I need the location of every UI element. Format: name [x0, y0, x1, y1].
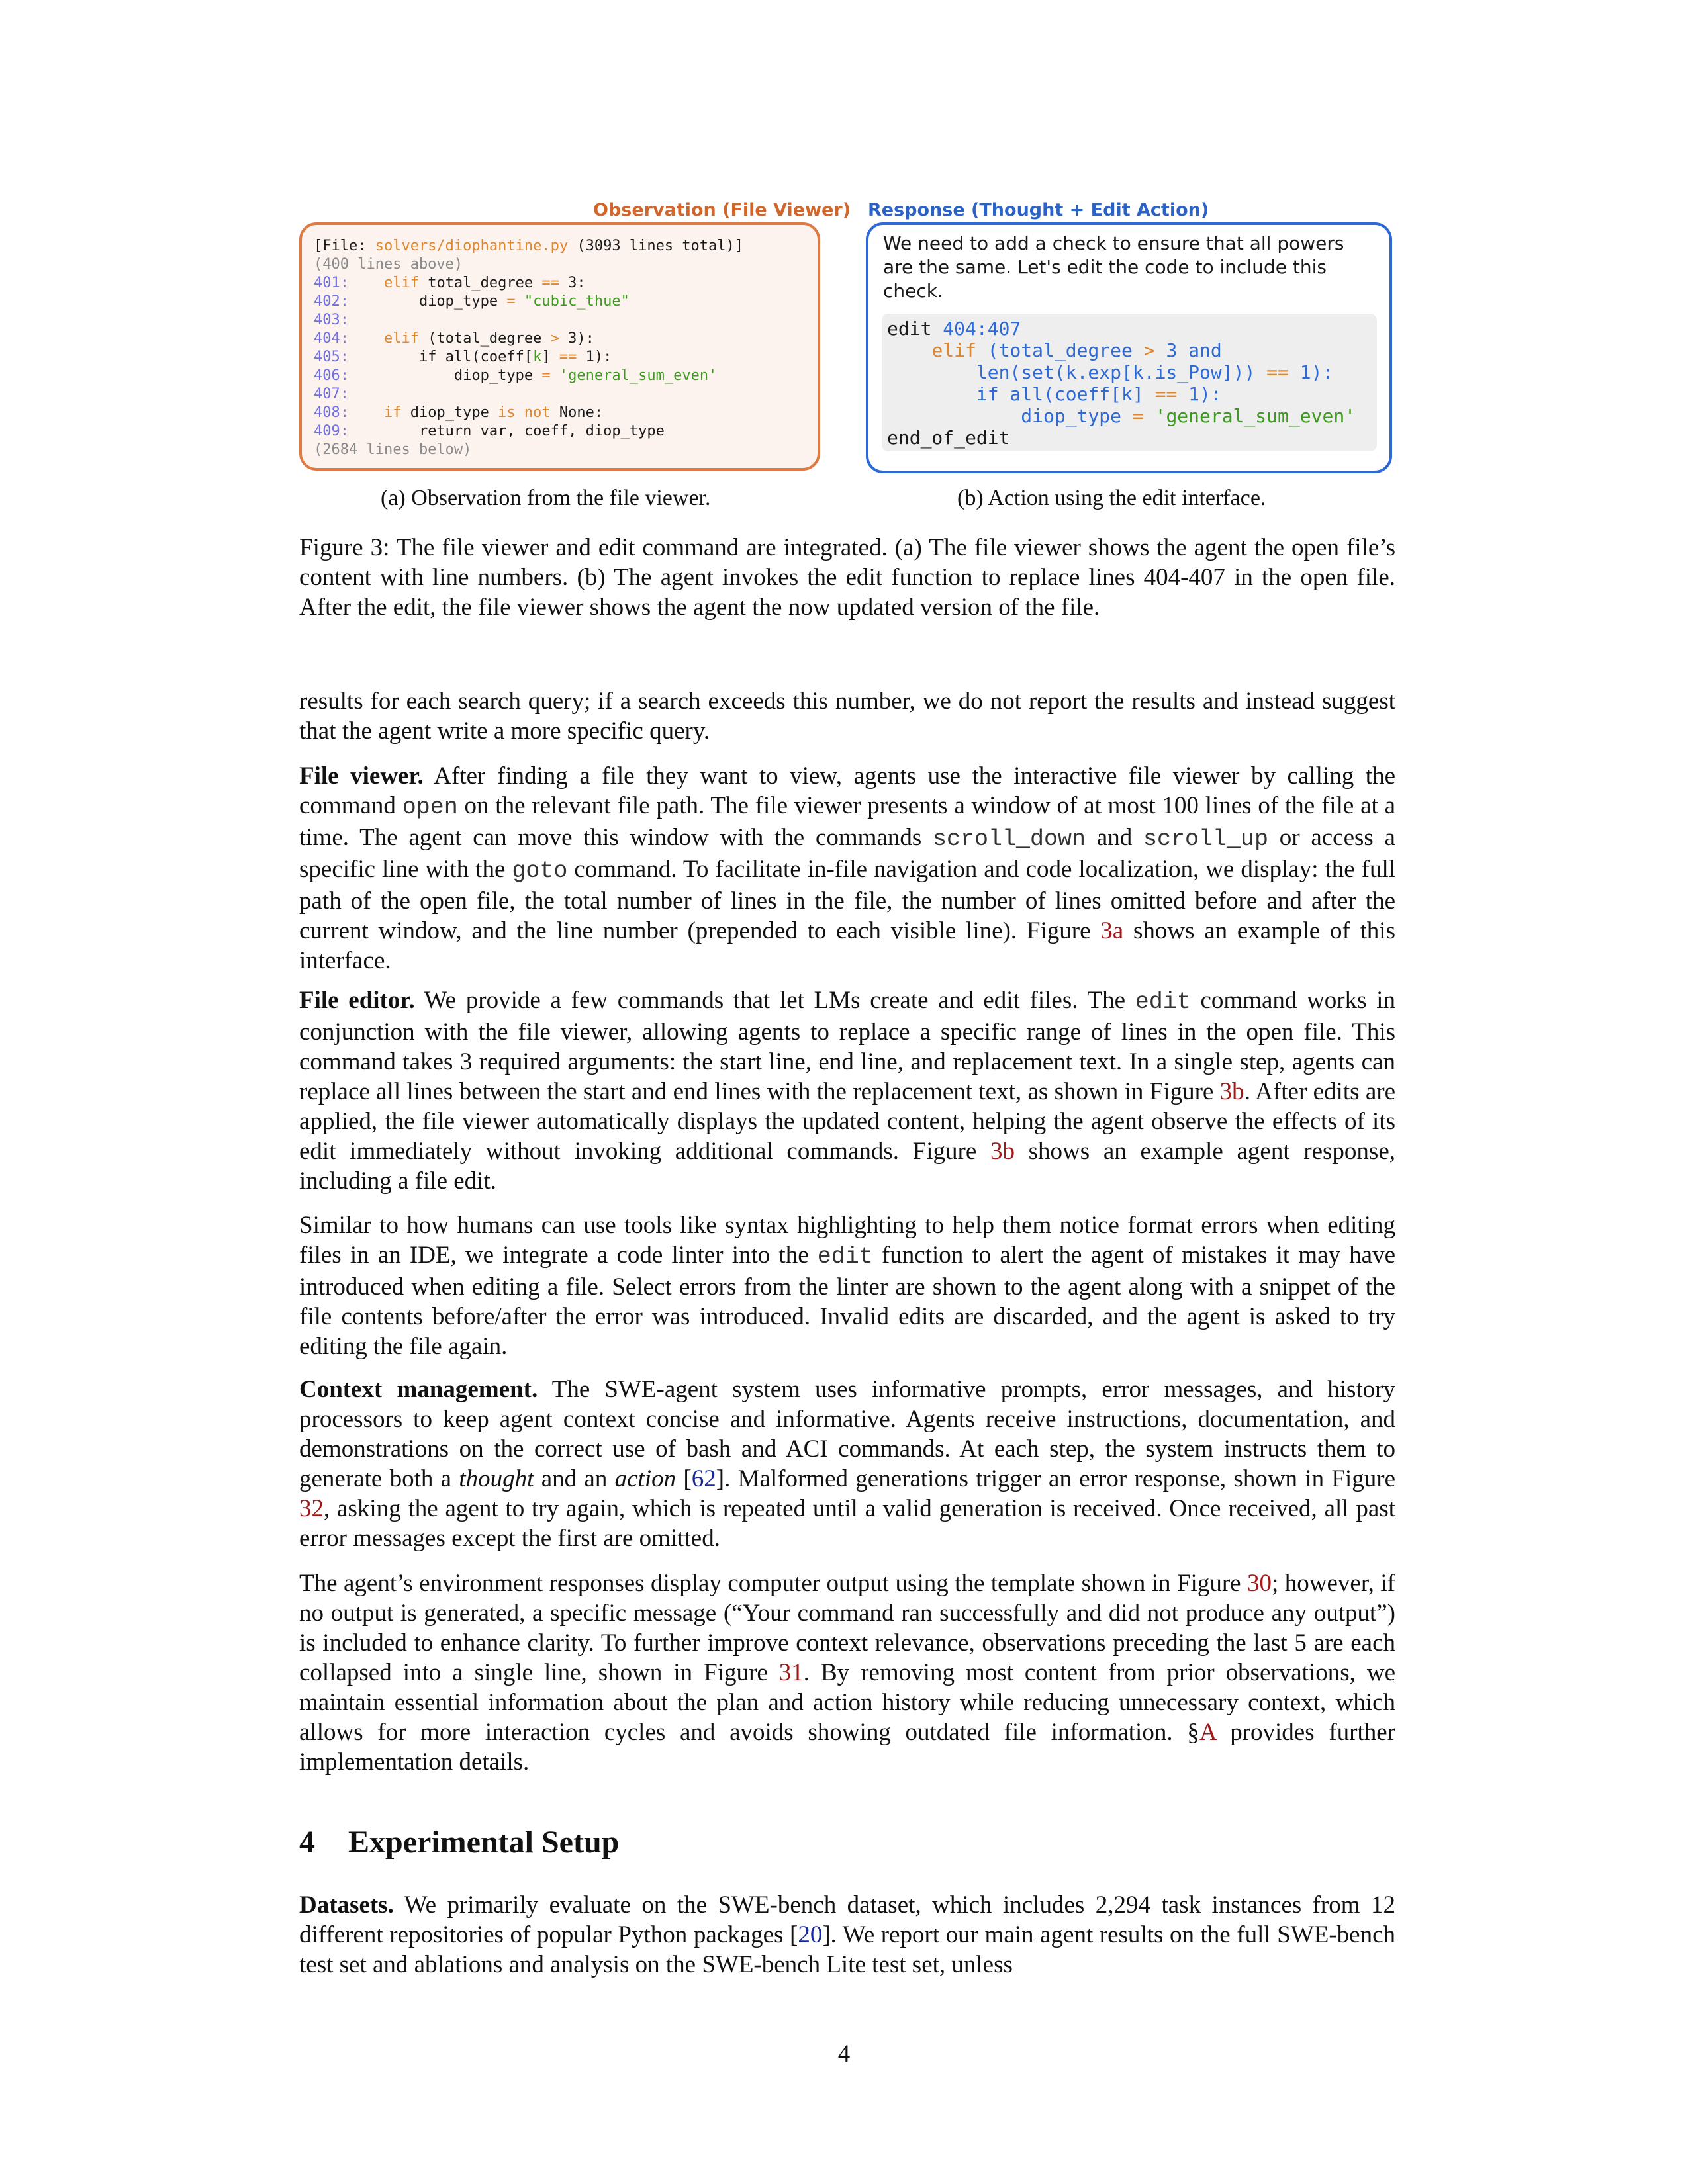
figure-3b-link[interactable]: 3b	[990, 1138, 1015, 1165]
page-number: 4	[837, 2040, 851, 2068]
paragraph-environment-responses: The agent’s environment responses display computer output using the template shown in Figure 30; however, if no output is generated, a specific message (“Your command ran successfully and did not produce any output”) is included to enhance clarity. To further improve context relevance, observations preceding the last 5 are each collapsed into a single line, shown in Figure 31. By removing most content from prior observations, we maintain essential information about the plan and action history while reducing unnecessary context, which allows for more interaction cycles and avoids showing outdated file information. §A provides further implementation details.	[299, 1570, 1396, 1776]
edit-action-block	[882, 314, 1377, 451]
figure-31-link[interactable]: 31	[778, 1659, 804, 1686]
figure-30-link[interactable]: 30	[1247, 1570, 1272, 1597]
figure-32-link[interactable]: 32	[299, 1495, 324, 1522]
paragraph-linter: Similar to how humans can use tools like syntax highlighting to help them notice format errors when editing files in an IDE, we integrate a code linter into the edit function to alert the agent of mistakes it may have introduced when editing a file. Select errors from the linter are shown to the agent along with a snippet of the file contents before/after the error was introduced. Invalid edits are discarded, and the agent is asked to try editing the file again.	[299, 1212, 1396, 1360]
observation-panel-title: Observation (File Viewer)	[593, 200, 851, 220]
response-panel	[866, 222, 1392, 473]
thought-text: We need to add a check to ensure that all powers are the same. Let's edit the code to include this check.	[883, 232, 1344, 302]
citation-20-link[interactable]: 20	[798, 1921, 823, 1948]
citation-62-link[interactable]: 62	[691, 1465, 716, 1492]
paragraph-file-editor: File editor. We provide a few commands that let LMs create and edit files. The edit command works in conjunction with the file viewer, allowing agents to replace a specific range of lines in the open file. This command takes 3 required arguments: the start line, end line, and replacement text. In a single step, agents can replace all lines between the start and end lines with the replacement text, as shown in Figure 3b. After edits are applied, the file viewer automatically displays the updated content, helping the agent observe the effects of its edit immediately without invoking additional commands. Figure 3b shows an example agent response, including a file edit.	[299, 987, 1396, 1195]
figure-3b-link[interactable]: 3b	[1219, 1078, 1244, 1105]
observation-panel	[299, 222, 820, 471]
response-panel-title: Response (Thought + Edit Action)	[868, 200, 1209, 220]
paragraph-datasets: Datasets. We primarily evaluate on the SWE-bench dataset, which includes 2,294 task instances from 12 different repositories of popular Python packages [20]. We report our main agent results on the full SWE-bench test set and ablations and analysis on the SWE-bench Lite test set, unless	[299, 1891, 1396, 1978]
subcaption-a: (a) Observation from the file viewer.	[381, 486, 711, 510]
section-heading: 4 Experimental Setup	[299, 1825, 620, 1860]
subcaption-b: (b) Action using the edit interface.	[957, 486, 1266, 510]
paragraph-file-viewer: File viewer. After finding a file they want to view, agents use the interactive file viewer by calling the command open on the relevant file path. The file viewer presents a window of at most 100 lines of the file at a time. The agent can move this window with the commands scroll_down and scroll_up or access a specific line with the goto command. To facilitate in-file navigation and code localization, we display: the full path of the open file, the total number of lines in the file, the number of lines omitted before and after the current window, and the line number (prepended to each visible line). Figure 3a shows an example of this interface.	[299, 762, 1396, 974]
paragraph-search-results: results for each search query; if a search exceeds this number, we do not report the results and instead suggest that the agent write a more specific query.	[299, 688, 1395, 745]
appendix-a-link[interactable]: A	[1199, 1719, 1216, 1746]
figure-caption: Figure 3: The file viewer and edit command are integrated. (a) The file viewer shows the agent the open file’s content with line numbers. (b) The agent invokes the edit function to replace lines 404-407 in the open file. After the edit, the file viewer shows the agent the now updated version of the file.	[299, 534, 1395, 621]
file-viewer-code: [File: solvers/diophantine.py (3093 lines total)] (400 lines above) 401: elif total_degree == 3: 402: diop_type = "cubic_thue" 403: 404: elif (total_degree > 3): 405: if all(coeff[k] == 1): 406: diop_type = 'general_sum_even' 407: 408: if diop_type is not None: 409: return var, coeff, diop_type (2684 lines below)	[314, 238, 744, 458]
paragraph-context-management: Context management. The SWE-agent system uses informative prompts, error messages, and history processors to keep agent context concise and informative. Agents receive instructions, documentation, and demonstrations on the correct use of bash and ACI commands. At each step, the system instructs them to generate both a thought and an action [62]. Malformed generations trigger an error response, shown in Figure 32, asking the agent to try again, which is repeated until a valid generation is received. Once received, all past error messages except the first are omitted.	[299, 1376, 1396, 1552]
edit-action-code: edit 404:407 elif (total_degree > 3 and len(set(k.exp[k.is_Pow])) == 1): if all(coeff[k] == 1): diop_type = 'general_sum_even' end_of_edit	[887, 318, 1356, 449]
figure-3a-link[interactable]: 3a	[1100, 917, 1124, 944]
